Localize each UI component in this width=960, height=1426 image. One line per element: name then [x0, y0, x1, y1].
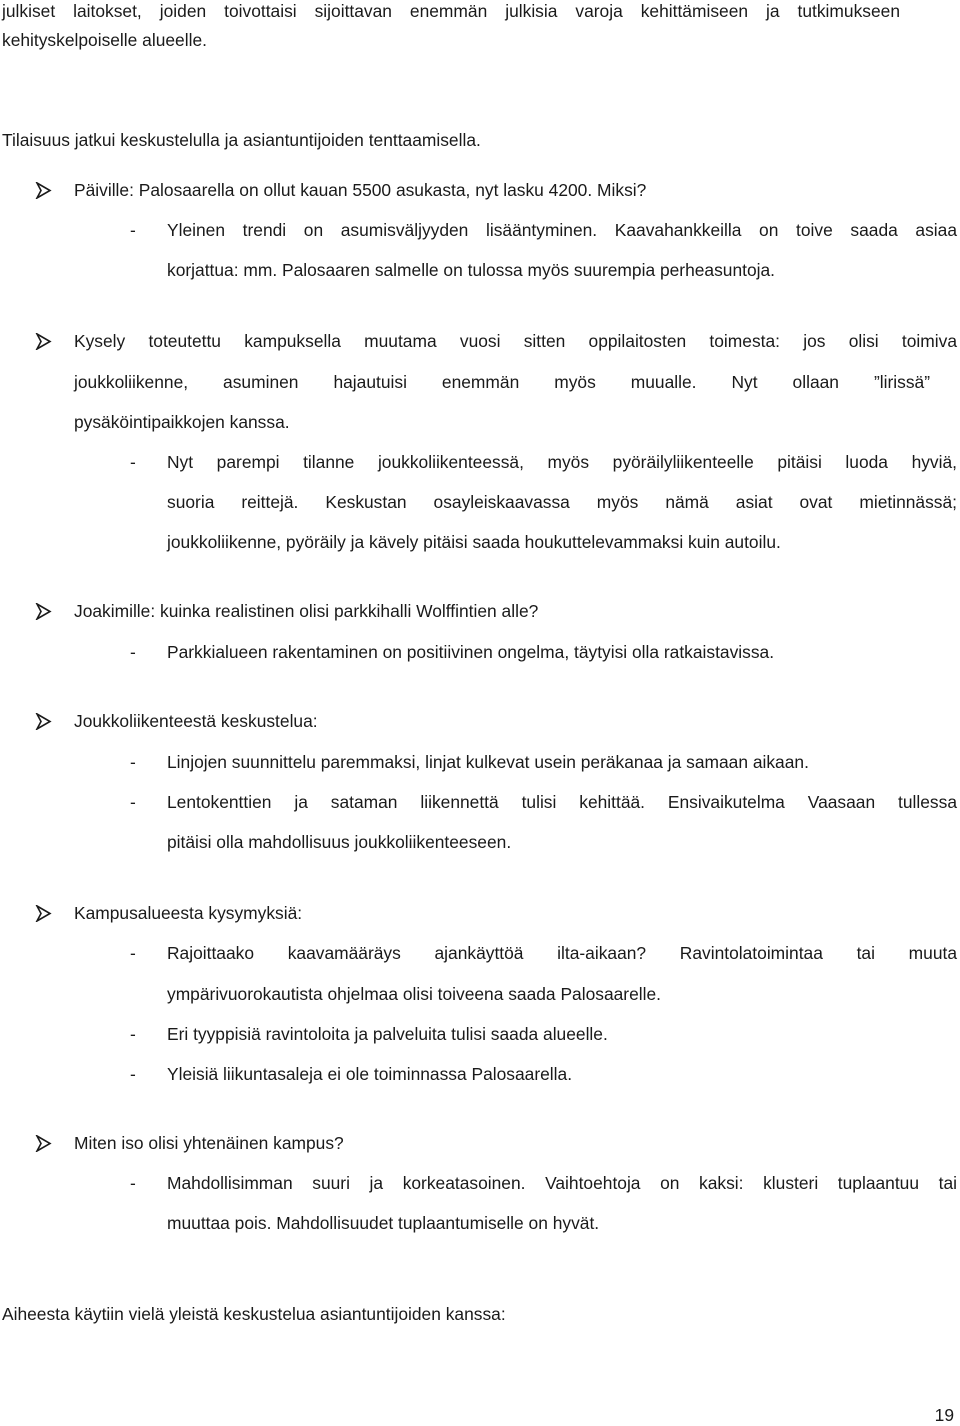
dash-marker: - [130, 943, 136, 963]
bullet-5-sub-2-line-1: Eri tyyppisiä ravintoloita ja palveluita tulisi saada alueelle. [167, 1024, 608, 1044]
bullet-2-sub-1-line-3: joukkoliikenne, pyöräily ja kävely pitäisi saada houkuttelevammaksi kuin autoilu. [167, 532, 781, 552]
bullet-4-sub-2-line-1: Lentokenttien ja sataman liikennettä tulisi kehittää. Ensivaikutelma Vaasaan tullessa [167, 792, 957, 812]
bullet-6-line-1: Miten iso olisi yhtenäinen kampus? [74, 1133, 344, 1153]
dash-marker: - [130, 1173, 136, 1193]
bullet-4-sub-2-line-2: pitäisi olla mahdollisuus joukkoliikenteeseen. [167, 832, 512, 852]
bullet-3-sub-1-line-1: Parkkialueen rakentaminen on positiivinen ongelma, täytyisi olla ratkaistavissa. [167, 642, 775, 662]
bullet-2-sub-1-line-2: suoria reittejä. Keskustan osayleiskaavassa myös nämä asiat ovat mietinnässä; [167, 492, 957, 512]
bullet-5-sub-3-line-1: Yleisiä liikuntasaleja ei ole toiminnassa Palosaarella. [167, 1064, 573, 1084]
dash-marker: - [130, 1064, 136, 1084]
bullet-4-line-1: Joukkoliikenteestä keskustelua: [74, 711, 318, 731]
dash-marker: - [130, 1024, 136, 1044]
bullet-4-sub-1-line-1: Linjojen suunnittelu paremmaksi, linjat kulkevat usein peräkanaa ja samaan aikaan. [167, 752, 809, 772]
dash-marker: - [130, 792, 136, 812]
bullet-1-sub-1-line-1: Yleinen trendi on asumisväljyyden lisääntyminen. Kaavahankkeilla on toive saada asiaa [167, 220, 957, 240]
bullet-5-line-1: Kampusalueesta kysymyksiä: [74, 903, 303, 923]
bullet-5-sub-1-line-1: Rajoittaako kaavamääräys ajankäyttöä ilta-aikaan? Ravintolatoimintaa tai muuta [167, 943, 957, 963]
arrow-bullet-icon [35, 713, 52, 730]
transition-paragraph: Tilaisuus jatkui keskustelulla ja asiantuntijoiden tenttaamisella. [2, 130, 481, 150]
intro-line-2: kehityskelpoiselle alueelle. [2, 30, 207, 50]
bullet-2-line-1: Kysely toteutettu kampuksella muutama vuosi sitten oppilaitosten toimesta: jos olisi toimiva [74, 331, 957, 351]
dash-marker: - [130, 220, 136, 240]
closing-paragraph: Aiheesta käytiin vielä yleistä keskustelua asiantuntijoiden kanssa: [2, 1304, 506, 1324]
bullet-5-sub-1-line-2: ympärivuorokautista ohjelmaa olisi toiveena saada Palosaarelle. [167, 984, 661, 1004]
page-number: 19 [934, 1405, 954, 1425]
bullet-1-line-1: Päiville: Palosaarella on ollut kauan 5500 asukasta, nyt lasku 4200. Miksi? [74, 180, 647, 200]
arrow-bullet-icon [35, 333, 52, 350]
dash-marker: - [130, 642, 136, 662]
arrow-bullet-icon [35, 182, 52, 199]
arrow-bullet-icon [35, 603, 52, 620]
bullet-6-sub-1-line-1: Mahdollisimman suuri ja korkeatasoinen. Vaihtoehtoja on kaksi: klusteri tuplaantuu tai [167, 1173, 957, 1193]
bullet-2-line-2: joukkoliikenne, asuminen hajautuisi enemmän myös muualle. Nyt ollaan ”lirissä” [74, 372, 930, 392]
bullet-1-sub-1-line-2: korjattua: mm. Palosaaren salmelle on tulossa myös suurempia perheasuntoja. [167, 260, 776, 280]
dash-marker: - [130, 452, 136, 472]
bullet-2-sub-1-line-1: Nyt parempi tilanne joukkoliikenteessä, myös pyöräilyliikenteelle pitäisi luoda hyviä, [167, 452, 957, 472]
arrow-bullet-icon [35, 1135, 52, 1152]
arrow-bullet-icon [35, 905, 52, 922]
bullet-2-line-3: pysäköintipaikkojen kanssa. [74, 412, 290, 432]
bullet-3-line-1: Joakimille: kuinka realistinen olisi parkkihalli Wolffintien alle? [74, 601, 539, 621]
intro-line-1: julkiset laitokset, joiden toivottaisi sijoittavan enemmän julkisia varoja kehittämiseen ja tutkimukseen [2, 1, 900, 21]
dash-marker: - [130, 752, 136, 772]
bullet-6-sub-1-line-2: muuttaa pois. Mahdollisuudet tuplaantumiselle on hyvät. [167, 1213, 600, 1233]
